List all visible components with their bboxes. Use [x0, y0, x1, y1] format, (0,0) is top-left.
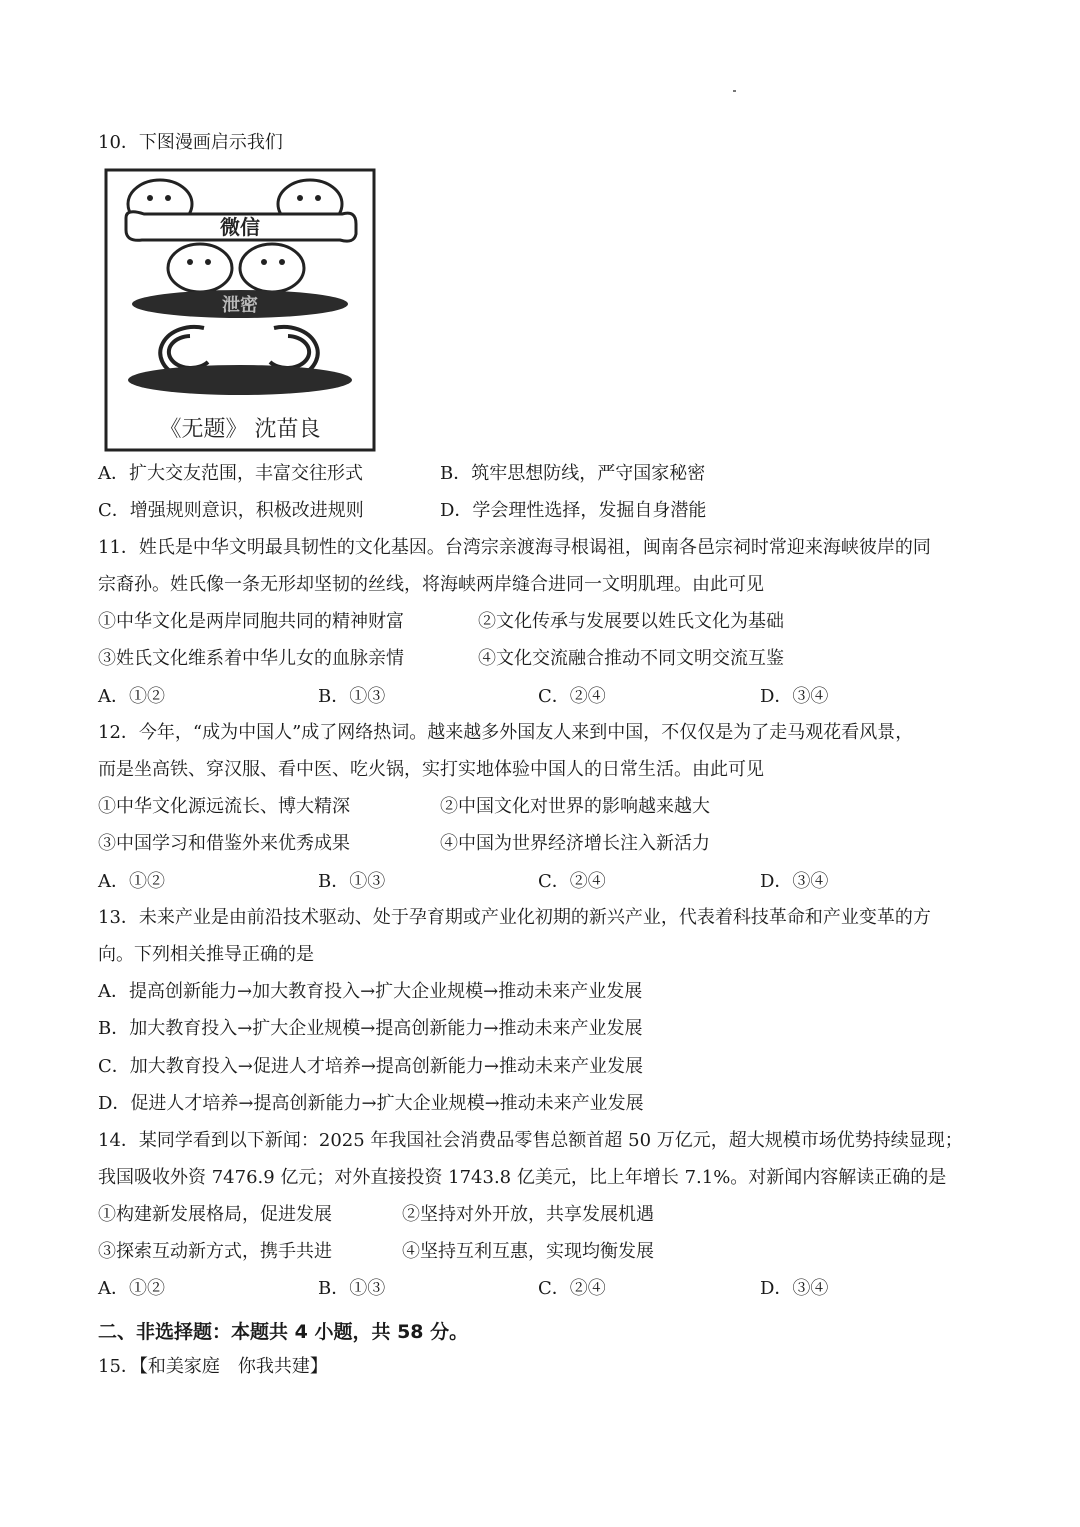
q13-line-2: 向。下列相关推导正确的是 — [98, 944, 314, 965]
option-c: C．②④ — [538, 686, 606, 707]
option-b: B．①③ — [318, 686, 386, 707]
q15-stem: 15．【和美家庭 你我共建】 — [98, 1356, 328, 1377]
option-b: B．筑牢思想防线，严守国家秘密 — [440, 463, 706, 484]
option-a: A．①② — [98, 1278, 165, 1299]
statement-4: ④坚持互利互惠，实现均衡发展 — [402, 1241, 654, 1262]
q14-line-2: 我国吸收外资 7476.9 亿元；对外直接投资 1743.8 亿美元，比上年增长 7.1%。对新闻内容解读正确的是 — [98, 1167, 947, 1188]
option-c: C．②④ — [538, 871, 606, 892]
statement-2: ②坚持对外开放，共享发展机遇 — [402, 1204, 654, 1225]
statement-1: ①构建新发展格局，促进发展 — [98, 1204, 332, 1225]
option-d: D．③④ — [760, 686, 829, 707]
section-heading: 二、非选择题：本题共 4 小题，共 58 分。 — [98, 1321, 469, 1343]
cartoon-figure — [104, 168, 376, 452]
q10-stem: 10．下图漫画启示我们 — [98, 132, 283, 153]
option-c: C．②④ — [538, 1278, 606, 1299]
option-d: D．③④ — [760, 1278, 829, 1299]
q14-line-1: 14．某同学看到以下新闻：2025 年我国社会消费品零售总额首超 50 万亿元，超大规模市场优势持续显现； — [98, 1130, 963, 1151]
statement-4: ④文化交流融合推动不同文明交流互鉴 — [478, 648, 784, 669]
q11-line-2: 宗裔孙。姓氏像一条无形却坚韧的丝线，将海峡两岸缝合进同一文明肌理。由此可见 — [98, 574, 764, 595]
statement-3: ③姓氏文化维系着中华儿女的血脉亲情 — [98, 648, 404, 669]
cartoon-label-mid: 泄密 — [222, 295, 258, 316]
option-a: A．扩大交友范围，丰富交往形式 — [98, 463, 363, 484]
cartoon-label-top: 微信 — [220, 215, 260, 239]
statement-1: ①中华文化源远流长、博大精深 — [98, 796, 350, 817]
q12-line-1: 12．今年，“成为中国人”成了网络热词。越来越多外国友人来到中国，不仅仅是为了走马观花看风景， — [98, 722, 914, 743]
cartoon-caption: 《无题》 沈苗良 — [159, 417, 321, 442]
option-a: A．①② — [98, 871, 165, 892]
statement-4: ④中国为世界经济增长注入新活力 — [440, 833, 710, 854]
option-b: B．①③ — [318, 871, 386, 892]
scan-speck — [733, 90, 736, 92]
option-a: A．①② — [98, 686, 165, 707]
option-d: D．学会理性选择，发掘自身潜能 — [440, 500, 707, 521]
statement-3: ③中国学习和借鉴外来优秀成果 — [98, 833, 350, 854]
statement-2: ②文化传承与发展要以姓氏文化为基础 — [478, 611, 784, 632]
statement-3: ③探索互动新方式，携手共进 — [98, 1241, 332, 1262]
q12-line-2: 而是坐高铁、穿汉服、看中医、吃火锅，实打实地体验中国人的日常生活。由此可见 — [98, 759, 764, 780]
option-b: B．①③ — [318, 1278, 386, 1299]
option-c: C．增强规则意识，积极改进规则 — [98, 500, 364, 521]
option-d: D．促进人才培养→提高创新能力→扩大企业规模→推动未来产业发展 — [98, 1093, 644, 1114]
option-a: A．提高创新能力→加大教育投入→扩大企业规模→推动未来产业发展 — [98, 981, 643, 1002]
q11-line-1: 11．姓氏是中华文明最具韧性的文化基因。台湾宗亲渡海寻根谒祖，闽南各邑宗祠时常迎来海峡彼岸的同 — [98, 537, 931, 558]
option-d: D．③④ — [760, 871, 829, 892]
option-b: B．加大教育投入→扩大企业规模→提高创新能力→推动未来产业发展 — [98, 1018, 643, 1039]
statement-1: ①中华文化是两岸同胞共同的精神财富 — [98, 611, 404, 632]
statement-2: ②中国文化对世界的影响越来越大 — [440, 796, 710, 817]
option-c: C．加大教育投入→促进人才培养→提高创新能力→推动未来产业发展 — [98, 1056, 644, 1077]
q13-line-1: 13．未来产业是由前沿技术驱动、处于孕育期或产业化初期的新兴产业，代表着科技革命和产业变革的方 — [98, 907, 931, 928]
